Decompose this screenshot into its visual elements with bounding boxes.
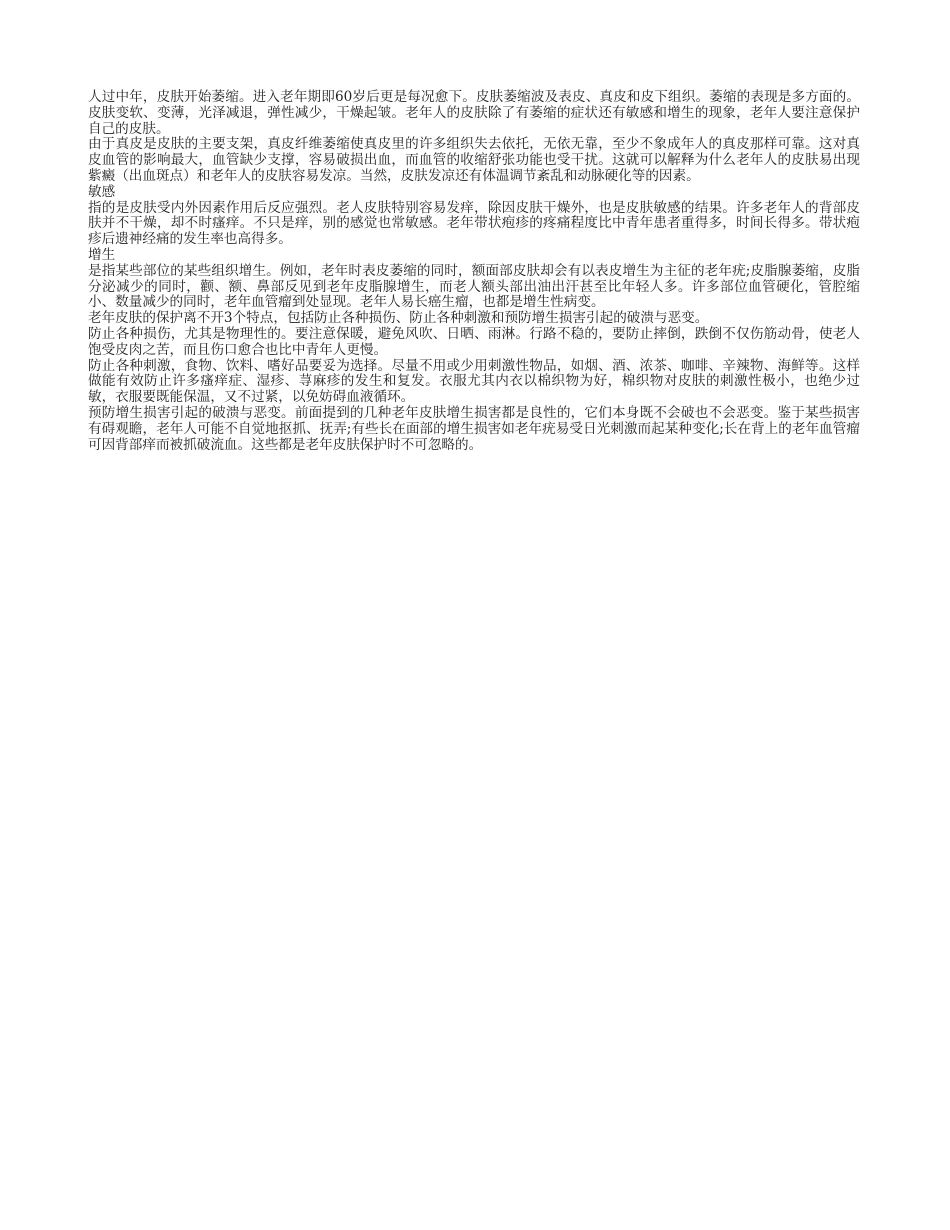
heading-sensitivity: 敏感 [88,183,116,200]
heading-hyperplasia: 增生 [88,246,116,263]
paragraph-hyperplasia: 是指某些部位的某些组织增生。例如，老年时表皮萎缩的同时，额面部皮肤却会有以表皮增生为主征的老年疣;皮脂腺萎缩，皮脂分泌减少的同时，颧、额、鼻部反见到老年皮脂腺增生，而老人额头部出油出汗甚至比年轻人多。许多部位血管硬化，管腔缩小、数量减少的同时，老年血管瘤到处显现。老年人易长癌生瘤，也都是增生性病变。 [88,262,860,311]
paragraph-protection-summary: 老年皮肤的保护离不开3个特点，包括防止各种损伤、防止各种刺激和预防增生损害引起的破溃与恶变。 [88,310,709,327]
paragraph-skin-atrophy-intro: 人过中年，皮肤开始萎缩。进入老年期即60岁后更是每况愈下。皮肤萎缩波及表皮、真皮和皮下组织。萎缩的表现是多方面的。皮肤变软、变薄，光泽减退，弹性减少，干燥起皱。老年人的皮肤除了有萎缩的症状还有敏感和增生的现象，老年人要注意保护自己的皮肤。 [88,89,860,137]
paragraph-prevent-irritation: 防止各种刺激，食物、饮料、嗜好品要妥为选择。尽量不用或少用刺激性物品，如烟、酒、浓茶、咖啡、辛辣物、海鲜等。这样做能有效防止许多瘙痒症、湿疹、荨麻疹的发生和复发。衣服尤其内衣以棉织物为好，棉织物对皮肤的刺激性极小，也绝少过敏，衣服要既能保温，又不过紧，以免妨碍血液循环。 [88,357,860,406]
document-body [88,90,860,453]
paragraph-sensitivity: 指的是皮肤受内外因素作用后反应强烈。老人皮肤特别容易发痒，除因皮肤干燥外，也是皮肤敏感的结果。许多老年人的背部皮肤并不干燥，却不时瘙痒。不只是痒，别的感觉也常敏感。老年带状疱疹的疼痛程度比中青年患者重得多，时间长得多。带状疱疹后遗神经痛的发生率也高得多。 [88,199,860,248]
paragraph-prevent-malignancy: 预防增生损害引起的破溃与恶变。前面提到的几种老年皮肤增生损害都是良性的，它们本身既不会破也不会恶变。鉴于某些损害有碍观瞻，老年人可能不自觉地抠抓、抚弄;有些长在面部的增生损害如老年疣易受日光刺激而起某种变化;长在背上的老年血管瘤可因背部痒而被抓破流血。这些都是老年皮肤保护时不可忽略的。 [88,404,860,453]
paragraph-dermis-support: 由于真皮是皮肤的主要支架，真皮纤维萎缩使真皮里的许多组织失去依托，无依无靠，至少不象成年人的真皮那样可靠。这对真皮血管的影响最大，血管缺少支撑，容易破损出血，而血管的收缩舒张功能也受干扰。这就可以解释为什么老年人的皮肤易出现紫癜（出血斑点）和老年人的皮肤容易发凉。当然，皮肤发凉还有体温调节紊乱和动脉硬化等的因素。 [88,136,860,184]
paragraph-prevent-injury: 防止各种损伤，尤其是物理性的。要注意保暖，避免风吹、日晒、雨淋。行路不稳的，要防止摔倒，跌倒不仅伤筋动骨，使老人饱受皮肉之苦，而且伤口愈合也比中青年人更慢。 [88,325,860,358]
